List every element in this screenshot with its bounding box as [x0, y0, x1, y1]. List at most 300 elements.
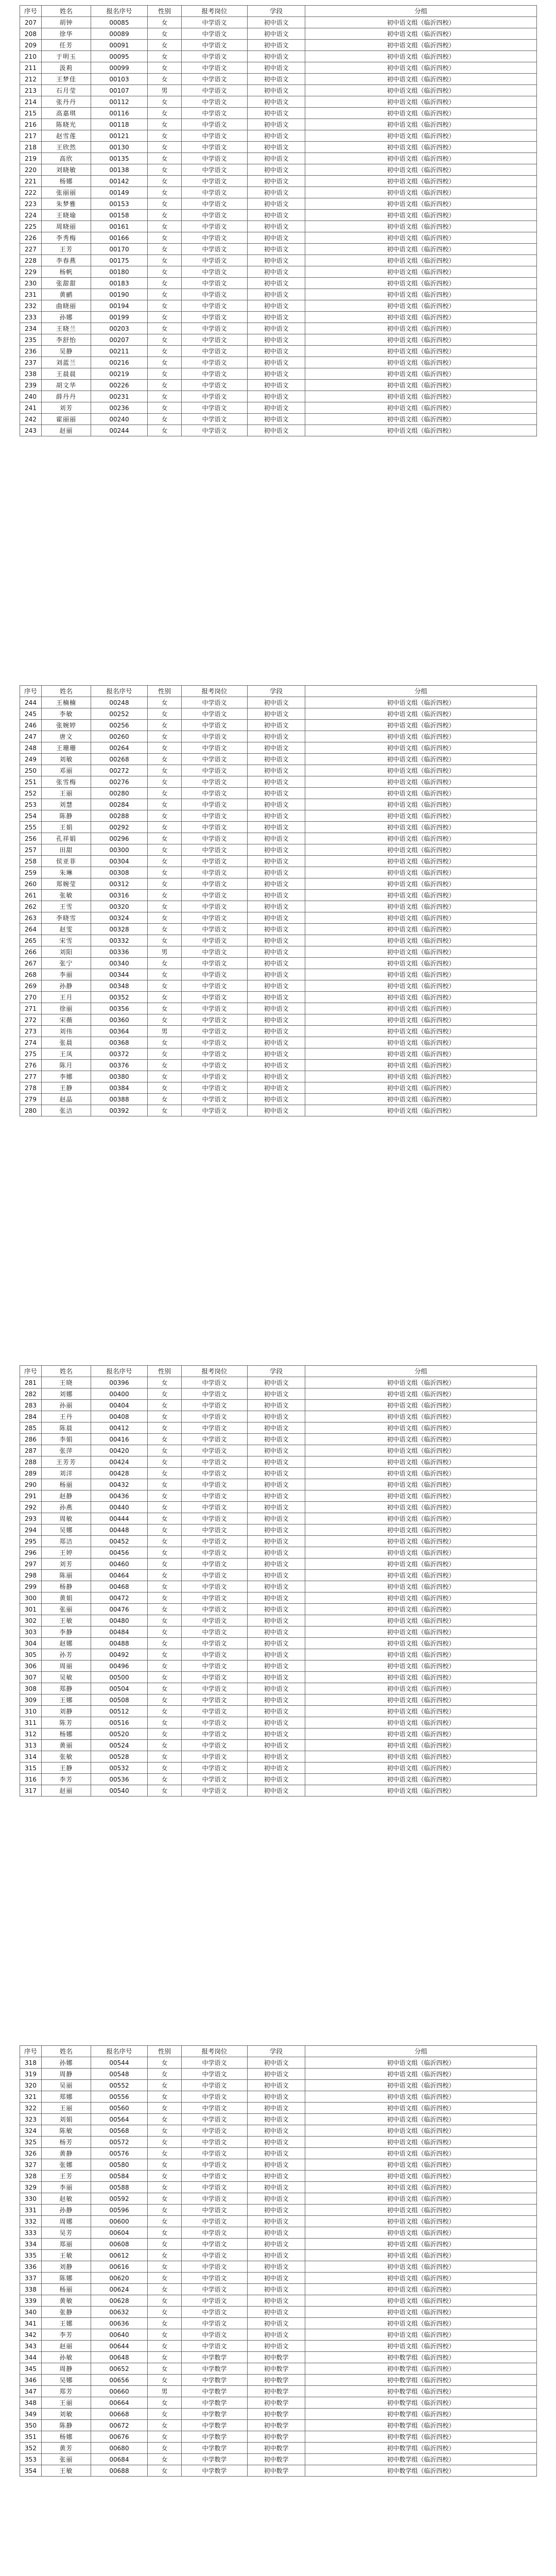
group-cell: 初中语文组（临沂四校）: [305, 833, 537, 844]
name-cell: 黄丽: [42, 1740, 91, 1751]
stage-cell: 初中语文: [248, 1547, 305, 1558]
reg-number-cell: 00244: [91, 425, 148, 436]
gender-cell: 女: [148, 1706, 182, 1717]
group-cell: 初中语文组（临沂四校）: [305, 1774, 537, 1785]
reg-number-cell: 00652: [91, 2363, 148, 2375]
reg-number-cell: 00480: [91, 1615, 148, 1626]
stage-cell: 初中语文: [248, 1706, 305, 1717]
gender-cell: 女: [148, 924, 182, 935]
gender-cell: 女: [148, 742, 182, 754]
table-row: [20, 28, 537, 40]
name-cell: 唐文: [42, 731, 91, 742]
stage-cell: 初中语文: [248, 1672, 305, 1683]
reg-number-cell: 00424: [91, 1456, 148, 1468]
group-cell: 初中语文组（临沂四校）: [305, 74, 537, 85]
stage-cell: 初中语文: [248, 210, 305, 221]
position-cell: 中学语文: [182, 1626, 248, 1638]
gender-cell: 女: [148, 368, 182, 380]
stage-cell: 初中语文: [248, 289, 305, 300]
stage-cell: 初中语文: [248, 2261, 305, 2273]
table-row: [20, 425, 537, 436]
reg-number-cell: 00296: [91, 833, 148, 844]
name-cell: 张丽丽: [42, 187, 91, 198]
gender-cell: 男: [148, 85, 182, 96]
name-cell: 杨娜: [42, 176, 91, 187]
position-cell: 中学语文: [182, 2307, 248, 2318]
gender-cell: 女: [148, 1434, 182, 1445]
position-cell: 中学语文: [182, 244, 248, 255]
group-cell: 初中语文组（临沂四校）: [305, 1468, 537, 1479]
gender-cell: 女: [148, 1456, 182, 1468]
table-row: [20, 142, 537, 153]
index-cell: 249: [20, 754, 42, 765]
index-cell: 317: [20, 1785, 42, 1797]
table-row: [20, 833, 537, 844]
stage-cell: 初中语文: [248, 2171, 305, 2182]
index-cell: 334: [20, 2239, 42, 2250]
table-row: [20, 176, 537, 187]
stage-cell: 初中语文: [248, 1751, 305, 1762]
position-cell: 中学语文: [182, 28, 248, 40]
table-row: [20, 958, 537, 969]
stage-cell: 初中语文: [248, 2329, 305, 2341]
table-row: [20, 1400, 537, 1411]
stage-cell: 初中语文: [248, 1400, 305, 1411]
gender-cell: 女: [148, 2114, 182, 2125]
index-cell: 227: [20, 244, 42, 255]
table-row: [20, 312, 537, 323]
reg-number-cell: 00576: [91, 2148, 148, 2159]
index-cell: 352: [20, 2443, 42, 2454]
stage-cell: 初中语文: [248, 2069, 305, 2080]
position-cell: 中学语文: [182, 119, 248, 130]
header-gender: 性别: [148, 686, 182, 697]
name-cell: 张丽: [42, 1604, 91, 1615]
position-cell: 中学语文: [182, 1694, 248, 1706]
table-row: [20, 62, 537, 74]
name-cell: 王芳芳: [42, 1456, 91, 1468]
reg-number-cell: 00252: [91, 708, 148, 720]
group-cell: 初中语文组（临沂四校）: [305, 731, 537, 742]
position-cell: 中学语文: [182, 969, 248, 980]
position-cell: 中学语文: [182, 255, 248, 266]
name-cell: 赵晶: [42, 1094, 91, 1105]
gender-cell: 女: [148, 198, 182, 210]
stage-cell: 初中语文: [248, 1660, 305, 1672]
reg-number-cell: 00344: [91, 969, 148, 980]
name-cell: 王雪: [42, 901, 91, 912]
table-row: [20, 2465, 537, 2477]
gender-cell: 女: [148, 1502, 182, 1513]
gender-cell: 女: [148, 1683, 182, 1694]
index-cell: 277: [20, 1071, 42, 1082]
table-row: [20, 742, 537, 754]
table-row: [20, 1048, 537, 1060]
gender-cell: 女: [148, 1626, 182, 1638]
table-row: [20, 187, 537, 198]
position-cell: 中学语文: [182, 1547, 248, 1558]
table-row: [20, 1388, 537, 1400]
table-row: [20, 1592, 537, 1604]
position-cell: 中学语文: [182, 754, 248, 765]
reg-number-cell: 00504: [91, 1683, 148, 1694]
table-row: [20, 1456, 537, 1468]
reg-number-cell: 00248: [91, 697, 148, 708]
index-cell: 346: [20, 2375, 42, 2386]
index-cell: 251: [20, 776, 42, 788]
reg-number-cell: 00175: [91, 255, 148, 266]
name-cell: 张晨: [42, 1037, 91, 1048]
group-cell: 初中语文组（临沂四校）: [305, 96, 537, 108]
position-cell: 中学数学: [182, 2443, 248, 2454]
stage-cell: 初中语文: [248, 992, 305, 1003]
reg-number-cell: 00592: [91, 2193, 148, 2205]
table-row: [20, 1502, 537, 1513]
position-cell: 中学语文: [182, 799, 248, 810]
index-cell: 237: [20, 357, 42, 368]
name-cell: 孙芳: [42, 1649, 91, 1660]
reg-number-cell: 00620: [91, 2273, 148, 2284]
gender-cell: 女: [148, 2182, 182, 2193]
reg-number-cell: 00121: [91, 130, 148, 142]
index-cell: 292: [20, 1502, 42, 1513]
group-cell: 初中语文组（临沂四校）: [305, 2091, 537, 2103]
stage-cell: 初中语文: [248, 1060, 305, 1071]
index-cell: 258: [20, 856, 42, 867]
table-row: [20, 799, 537, 810]
name-cell: 朱梦雅: [42, 198, 91, 210]
group-cell: 初中语文组（临沂四校）: [305, 1082, 537, 1094]
position-cell: 中学语文: [182, 2318, 248, 2329]
table-row: [20, 810, 537, 822]
table-row: [20, 1524, 537, 1536]
stage-cell: 初中语文: [248, 2193, 305, 2205]
index-cell: 326: [20, 2148, 42, 2159]
group-cell: 初中语文组（临沂四校）: [305, 1060, 537, 1071]
table-row: [20, 210, 537, 221]
position-cell: 中学语文: [182, 2114, 248, 2125]
stage-cell: 初中数学: [248, 2363, 305, 2375]
index-cell: 297: [20, 1558, 42, 1570]
table-row: [20, 2386, 537, 2397]
gender-cell: 女: [148, 176, 182, 187]
gender-cell: 女: [148, 1490, 182, 1502]
stage-cell: 初中语文: [248, 323, 305, 334]
position-cell: 中学语文: [182, 312, 248, 323]
index-cell: 283: [20, 1400, 42, 1411]
name-cell: 王芳: [42, 244, 91, 255]
index-cell: 250: [20, 765, 42, 776]
index-cell: 269: [20, 980, 42, 992]
reg-number-cell: 00560: [91, 2103, 148, 2114]
group-cell: 初中数学组（临沂四校）: [305, 2465, 537, 2477]
gender-cell: 女: [148, 2352, 182, 2363]
gender-cell: 女: [148, 2091, 182, 2103]
position-cell: 中学语文: [182, 1003, 248, 1014]
position-cell: 中学语文: [182, 425, 248, 436]
position-cell: 中学语文: [182, 176, 248, 187]
table-row: [20, 323, 537, 334]
index-cell: 242: [20, 414, 42, 425]
reg-number-cell: 00484: [91, 1626, 148, 1638]
stage-cell: 初中语文: [248, 856, 305, 867]
reg-number-cell: 00616: [91, 2261, 148, 2273]
reg-number-cell: 00456: [91, 1547, 148, 1558]
name-cell: 张丹丹: [42, 96, 91, 108]
index-cell: 285: [20, 1422, 42, 1434]
name-cell: 徐华: [42, 28, 91, 40]
gender-cell: 女: [148, 1388, 182, 1400]
position-cell: 中学语文: [182, 2159, 248, 2171]
position-cell: 中学语文: [182, 2193, 248, 2205]
table-row: [20, 2159, 537, 2171]
reg-number-cell: 00400: [91, 1388, 148, 1400]
stage-cell: 初中语文: [248, 51, 305, 62]
stage-cell: 初中语文: [248, 368, 305, 380]
gender-cell: 女: [148, 346, 182, 357]
group-cell: 初中语文组（临沂四校）: [305, 822, 537, 833]
position-cell: 中学数学: [182, 2465, 248, 2477]
stage-cell: 初中语文: [248, 1094, 305, 1105]
table-row: [20, 2216, 537, 2227]
stage-cell: 初中语文: [248, 2148, 305, 2159]
gender-cell: 女: [148, 1751, 182, 1762]
name-cell: 周静: [42, 2363, 91, 2375]
group-cell: 初中语文组（临沂四校）: [305, 357, 537, 368]
header-group: 分组: [305, 686, 537, 697]
index-cell: 303: [20, 1626, 42, 1638]
group-cell: 初中语文组（临沂四校）: [305, 754, 537, 765]
index-cell: 316: [20, 1774, 42, 1785]
index-cell: 231: [20, 289, 42, 300]
position-cell: 中学语文: [182, 912, 248, 924]
position-cell: 中学语文: [182, 402, 248, 414]
name-cell: 王芳: [42, 2171, 91, 2182]
group-cell: 初中语文组（临沂四校）: [305, 85, 537, 96]
position-cell: 中学语文: [182, 1751, 248, 1762]
table-row: [20, 368, 537, 380]
table-row: [20, 1094, 537, 1105]
table-row: [20, 1683, 537, 1694]
index-cell: 284: [20, 1411, 42, 1422]
gender-cell: 女: [148, 1003, 182, 1014]
group-cell: 初中语文组（临沂四校）: [305, 414, 537, 425]
table-row: [20, 2307, 537, 2318]
index-cell: 344: [20, 2352, 42, 2363]
header-index: 序号: [20, 6, 42, 17]
name-cell: 王敏: [42, 2465, 91, 2477]
name-cell: 赵丽: [42, 2341, 91, 2352]
table-row: [20, 2239, 537, 2250]
gender-cell: 女: [148, 130, 182, 142]
group-cell: 初中语文组（临沂四校）: [305, 1094, 537, 1105]
table-row: [20, 221, 537, 232]
gender-cell: 女: [148, 878, 182, 890]
table-row: [20, 1411, 537, 1422]
index-cell: 234: [20, 323, 42, 334]
reg-number-cell: 00103: [91, 74, 148, 85]
position-cell: 中学语文: [182, 1060, 248, 1071]
name-cell: 赵雪莲: [42, 130, 91, 142]
name-cell: 刘晓敏: [42, 164, 91, 176]
group-cell: 初中语文组（临沂四校）: [305, 1003, 537, 1014]
position-cell: 中学语文: [182, 1683, 248, 1694]
stage-cell: 初中语文: [248, 1513, 305, 1524]
stage-cell: 初中语文: [248, 890, 305, 901]
index-cell: 220: [20, 164, 42, 176]
table-row: [20, 2363, 537, 2375]
table-row: [20, 731, 537, 742]
name-cell: 张洁: [42, 1105, 91, 1116]
roster-table: [20, 685, 537, 1116]
group-cell: 初中语文组（临沂四校）: [305, 1037, 537, 1048]
index-cell: 207: [20, 17, 42, 28]
index-cell: 235: [20, 334, 42, 346]
gender-cell: 女: [148, 40, 182, 51]
stage-cell: 初中语文: [248, 912, 305, 924]
index-cell: 273: [20, 1026, 42, 1037]
table-row: [20, 980, 537, 992]
index-cell: 267: [20, 958, 42, 969]
table-row: [20, 2273, 537, 2284]
gender-cell: 女: [148, 1048, 182, 1060]
table-row: [20, 867, 537, 878]
gender-cell: 女: [148, 2125, 182, 2137]
header-stage: 学段: [248, 2046, 305, 2057]
gender-cell: 女: [148, 1060, 182, 1071]
position-cell: 中学语文: [182, 2295, 248, 2307]
name-cell: 王晓: [42, 1377, 91, 1388]
gender-cell: 女: [148, 1558, 182, 1570]
index-cell: 348: [20, 2397, 42, 2409]
index-cell: 307: [20, 1672, 42, 1683]
gender-cell: 女: [148, 731, 182, 742]
gender-cell: 女: [148, 901, 182, 912]
position-cell: 中学语文: [182, 1490, 248, 1502]
gender-cell: 女: [148, 2341, 182, 2352]
name-cell: 李娟: [42, 1434, 91, 1445]
group-cell: 初中语文组（临沂四校）: [305, 720, 537, 731]
table-row: [20, 2182, 537, 2193]
index-cell: 256: [20, 833, 42, 844]
reg-number-cell: 00368: [91, 1037, 148, 1048]
position-cell: 中学数学: [182, 2420, 248, 2431]
reg-number-cell: 00636: [91, 2318, 148, 2329]
table-row: [20, 130, 537, 142]
name-cell: 郑丽: [42, 2239, 91, 2250]
reg-number-cell: 00166: [91, 232, 148, 244]
index-cell: 252: [20, 788, 42, 799]
stage-cell: 初中语文: [248, 867, 305, 878]
gender-cell: 女: [148, 890, 182, 901]
group-cell: 初中语文组（临沂四校）: [305, 164, 537, 176]
gender-cell: 女: [148, 1728, 182, 1740]
header-index: 序号: [20, 1366, 42, 1377]
index-cell: 319: [20, 2069, 42, 2080]
stage-cell: 初中语文: [248, 28, 305, 40]
index-cell: 321: [20, 2091, 42, 2103]
name-cell: 刘阳: [42, 946, 91, 958]
index-cell: 343: [20, 2341, 42, 2352]
position-cell: 中学语文: [182, 164, 248, 176]
stage-cell: 初中语文: [248, 391, 305, 402]
table-row: [20, 901, 537, 912]
gender-cell: 女: [148, 867, 182, 878]
gender-cell: 女: [148, 856, 182, 867]
group-cell: 初中数学组（临沂四校）: [305, 2431, 537, 2443]
stage-cell: 初中语文: [248, 1740, 305, 1751]
gender-cell: 女: [148, 2307, 182, 2318]
index-cell: 233: [20, 312, 42, 323]
position-cell: 中学语文: [182, 1048, 248, 1060]
name-cell: 吴娜: [42, 1524, 91, 1536]
index-cell: 280: [20, 1105, 42, 1116]
stage-cell: 初中语文: [248, 266, 305, 278]
name-cell: 孙燕: [42, 1502, 91, 1513]
stage-cell: 初中语文: [248, 1456, 305, 1468]
stage-cell: 初中语文: [248, 1445, 305, 1456]
gender-cell: 女: [148, 1536, 182, 1547]
index-cell: 330: [20, 2193, 42, 2205]
gender-cell: 女: [148, 799, 182, 810]
table-row: [20, 2227, 537, 2239]
stage-cell: 初中语文: [248, 1785, 305, 1797]
group-cell: 初中语文组（临沂四校）: [305, 300, 537, 312]
position-cell: 中学语文: [182, 742, 248, 754]
position-cell: 中学语文: [182, 2341, 248, 2352]
gender-cell: 女: [148, 300, 182, 312]
index-cell: 244: [20, 697, 42, 708]
index-cell: 347: [20, 2386, 42, 2397]
stage-cell: 初中语文: [248, 153, 305, 164]
reg-number-cell: 00612: [91, 2250, 148, 2261]
index-cell: 333: [20, 2227, 42, 2239]
group-cell: 初中语文组（临沂四校）: [305, 912, 537, 924]
index-cell: 304: [20, 1638, 42, 1649]
header-name: 姓名: [42, 6, 91, 17]
position-cell: 中学语文: [182, 368, 248, 380]
position-cell: 中学语文: [182, 980, 248, 992]
stage-cell: 初中语文: [248, 198, 305, 210]
position-cell: 中学语文: [182, 788, 248, 799]
stage-cell: 初中语文: [248, 1377, 305, 1388]
index-cell: 309: [20, 1694, 42, 1706]
group-cell: 初中语文组（临沂四校）: [305, 1592, 537, 1604]
gender-cell: 女: [148, 935, 182, 946]
group-cell: 初中语文组（临沂四校）: [305, 425, 537, 436]
stage-cell: 初中语文: [248, 312, 305, 323]
name-cell: 吴丽: [42, 2080, 91, 2091]
index-cell: 230: [20, 278, 42, 289]
gender-cell: 女: [148, 2397, 182, 2409]
group-cell: 初中语文组（临沂四校）: [305, 1728, 537, 1740]
header-position: 报考岗位: [182, 2046, 248, 2057]
group-cell: 初中语文组（临沂四校）: [305, 1581, 537, 1592]
reg-number-cell: 00388: [91, 1094, 148, 1105]
table-row: [20, 1570, 537, 1581]
table-row: [20, 266, 537, 278]
stage-cell: 初中语文: [248, 765, 305, 776]
table-row: [20, 1785, 537, 1797]
table-row: [20, 244, 537, 255]
position-cell: 中学语文: [182, 720, 248, 731]
table-row: [20, 822, 537, 833]
index-cell: 345: [20, 2363, 42, 2375]
table-row: [20, 2420, 537, 2431]
name-cell: 孙丽: [42, 1400, 91, 1411]
name-cell: 王月: [42, 992, 91, 1003]
index-cell: 298: [20, 1570, 42, 1581]
